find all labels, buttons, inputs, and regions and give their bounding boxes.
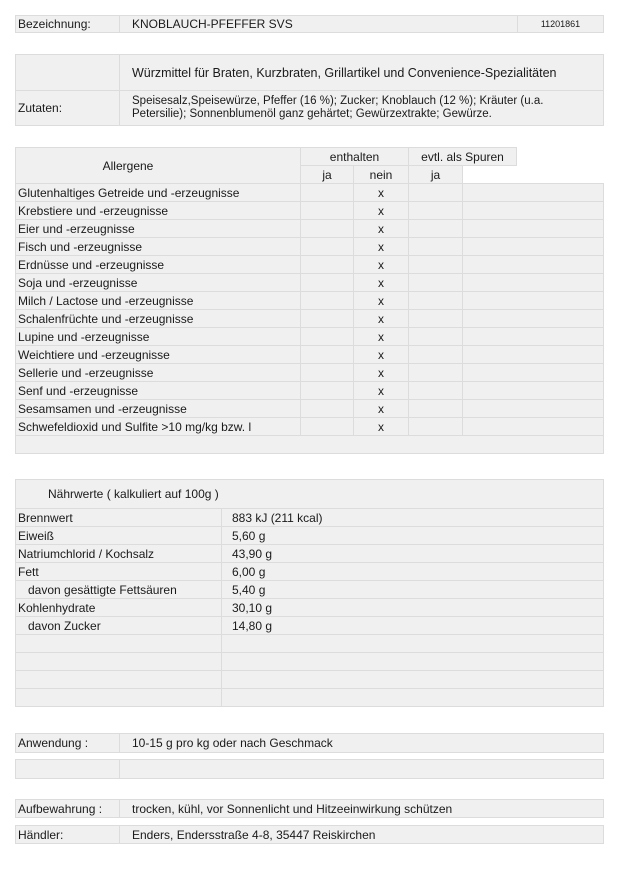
- allergen-footer-empty-row: [15, 435, 604, 454]
- spuren-header: evtl. als Spuren: [408, 147, 517, 166]
- nutrition-row: [15, 562, 604, 580]
- allergen-spuren-cell: [408, 237, 463, 256]
- allergen-name: Erdnüsse und -erzeugnisse: [15, 255, 301, 274]
- nutrition-row: [15, 634, 604, 652]
- zutaten-label: Zutaten:: [15, 90, 120, 126]
- allergen-name: Soja und -erzeugnisse: [15, 273, 301, 292]
- allergen-name: Krebstiere und -erzeugnisse: [15, 201, 301, 220]
- col-nein-header: nein: [353, 165, 409, 184]
- nutrition-value: 30,10 g: [221, 598, 604, 617]
- allergen-nein-cell: x: [353, 345, 409, 364]
- nutrition-row: [15, 598, 604, 616]
- anwendung-value: 10-15 g pro kg oder nach Geschmack: [119, 733, 604, 753]
- aufbewahrung-row: [15, 799, 604, 818]
- nutrition-row: [15, 508, 604, 526]
- nutrition-name: Kohlenhydrate: [15, 598, 222, 617]
- allergen-spuren-cell: [408, 363, 463, 382]
- allergen-name: Lupine und -erzeugnisse: [15, 327, 301, 346]
- allergen-spuren-cell: [408, 417, 463, 436]
- allergen-empty-cell: [462, 363, 604, 382]
- haendler-row: [15, 825, 604, 844]
- naehrwerte-title: Nährwerte ( kalkuliert auf 100g ): [15, 479, 604, 509]
- allergen-row: [15, 273, 604, 291]
- allergen-empty-cell: [462, 399, 604, 418]
- aufbewahrung-value: trocken, kühl, vor Sonnenlicht und Hitzeeinwirkung schützen: [119, 799, 604, 818]
- allergene-table: [15, 147, 604, 455]
- allergen-row: [15, 309, 604, 327]
- nutrition-name: [15, 688, 222, 707]
- aufbewahrung-label: Aufbewahrung :: [15, 799, 120, 818]
- article-number: 11201861: [517, 15, 604, 33]
- allergen-spuren-cell: [408, 219, 463, 238]
- allergen-nein-cell: x: [353, 381, 409, 400]
- nutrition-row: [15, 616, 604, 634]
- allergen-name: Glutenhaltiges Getreide und -erzeugnisse: [15, 183, 301, 202]
- allergen-row: [15, 345, 604, 363]
- nutrition-value: 43,90 g: [221, 544, 604, 563]
- allergen-ja-cell: [300, 345, 354, 364]
- allergen-ja-cell: [300, 201, 354, 220]
- allergen-row: [15, 219, 604, 237]
- bezeichnung-label: Bezeichnung:: [15, 15, 120, 33]
- nutrition-value: [221, 688, 604, 707]
- allergen-name: Senf und -erzeugnisse: [15, 381, 301, 400]
- nutrition-name: [15, 634, 222, 653]
- nutrition-name: Brennwert: [15, 508, 222, 527]
- nutrition-value: 14,80 g: [221, 616, 604, 635]
- nutrition-value: [221, 652, 604, 671]
- allergen-empty-cell: [462, 201, 604, 220]
- allergen-ja-cell: [300, 363, 354, 382]
- allergen-empty-cell: [462, 183, 604, 202]
- product-description: Würzmittel für Braten, Kurzbraten, Grillartikel und Convenience-Spezialitäten: [119, 54, 604, 91]
- nutrition-row: [15, 580, 604, 598]
- allergen-spuren-cell: [408, 399, 463, 418]
- allergen-row: [15, 363, 604, 381]
- allergen-spuren-cell: [408, 327, 463, 346]
- allergen-ja-cell: [300, 255, 354, 274]
- nutrition-row: [15, 544, 604, 562]
- allergen-empty-cell: [462, 237, 604, 256]
- allergen-empty-cell: [462, 309, 604, 328]
- allergen-empty-cell: [462, 417, 604, 436]
- allergen-spuren-cell: [408, 183, 463, 202]
- allergen-row: [15, 417, 604, 435]
- allergen-row: [15, 399, 604, 417]
- allergen-nein-cell: x: [353, 255, 409, 274]
- haendler-value: Enders, Endersstraße 4-8, 35447 Reiskirchen: [119, 825, 604, 844]
- allergen-ja-cell: [300, 273, 354, 292]
- zutaten-empty-label-cell: [15, 54, 120, 91]
- nutrition-value: [221, 634, 604, 653]
- allergen-nein-cell: x: [353, 291, 409, 310]
- ingredients-text: Speisesalz,Speisewürze, Pfeffer (16 %); Zucker; Knoblauch (12 %); Kräuter (u.a. Petersilie); Sonnenblumenöl ganz gehärtet; Gewürzextrakte; Gewürze.: [119, 90, 604, 126]
- nutrition-row: [15, 526, 604, 544]
- allergen-empty-cell: [462, 291, 604, 310]
- nutrition-name: Natriumchlorid / Kochsalz: [15, 544, 222, 563]
- allergene-title: Allergene: [15, 147, 301, 184]
- nutrition-row: [15, 652, 604, 670]
- allergen-row: [15, 183, 604, 201]
- nutrition-value: [221, 670, 604, 689]
- allergen-name: Schalenfrüchte und -erzeugnisse: [15, 309, 301, 328]
- allergen-ja-cell: [300, 399, 354, 418]
- allergen-name: Sellerie und -erzeugnisse: [15, 363, 301, 382]
- allergen-empty-cell: [462, 381, 604, 400]
- allergen-spuren-cell: [408, 309, 463, 328]
- allergen-nein-cell: x: [353, 201, 409, 220]
- haendler-label: Händler:: [15, 825, 120, 844]
- allergen-empty-cell: [462, 327, 604, 346]
- allergen-ja-cell: [300, 381, 354, 400]
- zutaten-block: [15, 54, 604, 126]
- col-spuren-ja-header: ja: [408, 165, 463, 184]
- allergen-name: Eier und -erzeugnisse: [15, 219, 301, 238]
- anwendung-row: [15, 733, 604, 753]
- allergen-nein-cell: x: [353, 183, 409, 202]
- allergen-nein-cell: x: [353, 399, 409, 418]
- allergen-ja-cell: [300, 219, 354, 238]
- allergen-nein-cell: x: [353, 309, 409, 328]
- allergen-nein-cell: x: [353, 417, 409, 436]
- enthalten-header: enthalten: [300, 147, 409, 166]
- naehrwerte-table: [15, 479, 604, 708]
- allergen-ja-cell: [300, 309, 354, 328]
- nutrition-name: Fett: [15, 562, 222, 581]
- allergen-row: [15, 201, 604, 219]
- allergen-name: Schwefeldioxid und Sulfite >10 mg/kg bzw. l: [15, 417, 301, 436]
- nutrition-name: davon Zucker: [15, 616, 222, 635]
- bezeichnung-row: [15, 15, 604, 33]
- allergen-empty-cell: [462, 255, 604, 274]
- allergen-ja-cell: [300, 291, 354, 310]
- nutrition-value: 5,60 g: [221, 526, 604, 545]
- nutrition-name: Eiweiß: [15, 526, 222, 545]
- allergen-spuren-cell: [408, 381, 463, 400]
- allergen-nein-cell: x: [353, 273, 409, 292]
- col-ja-header: ja: [300, 165, 354, 184]
- allergen-nein-cell: x: [353, 219, 409, 238]
- nutrition-name: [15, 652, 222, 671]
- allergen-empty-cell: [462, 273, 604, 292]
- allergen-ja-cell: [300, 237, 354, 256]
- allergen-spuren-cell: [408, 273, 463, 292]
- allergen-nein-cell: x: [353, 237, 409, 256]
- allergen-name: Weichtiere und -erzeugnisse: [15, 345, 301, 364]
- allergen-name: Fisch und -erzeugnisse: [15, 237, 301, 256]
- allergen-spuren-cell: [408, 255, 463, 274]
- anwendung-label: Anwendung :: [15, 733, 120, 753]
- empty-label-cell: [15, 759, 120, 779]
- allergen-ja-cell: [300, 183, 354, 202]
- allergen-row: [15, 381, 604, 399]
- nutrition-name: davon gesättigte Fettsäuren: [15, 580, 222, 599]
- allergen-row: [15, 237, 604, 255]
- allergen-nein-cell: x: [353, 327, 409, 346]
- nutrition-value: 6,00 g: [221, 562, 604, 581]
- product-name: KNOBLAUCH-PFEFFER SVS: [119, 15, 518, 33]
- allergen-row: [15, 255, 604, 273]
- allergen-name: Sesamsamen und -erzeugnisse: [15, 399, 301, 418]
- allergen-ja-cell: [300, 327, 354, 346]
- allergen-spuren-cell: [408, 201, 463, 220]
- allergen-nein-cell: x: [353, 363, 409, 382]
- allergen-empty-cell: [462, 345, 604, 364]
- allergen-row: [15, 291, 604, 309]
- nutrition-name: [15, 670, 222, 689]
- nutrition-value: 5,40 g: [221, 580, 604, 599]
- empty-value-cell: [119, 759, 604, 779]
- nutrition-row: [15, 670, 604, 688]
- allergen-spuren-cell: [408, 291, 463, 310]
- allergen-spuren-cell: [408, 345, 463, 364]
- allergen-ja-cell: [300, 417, 354, 436]
- empty-row: [15, 759, 604, 779]
- allergen-name: Milch / Lactose und -erzeugnisse: [15, 291, 301, 310]
- allergen-empty-cell: [462, 219, 604, 238]
- nutrition-row: [15, 688, 604, 706]
- nutrition-value: 883 kJ (211 kcal): [221, 508, 604, 527]
- allergen-row: [15, 327, 604, 345]
